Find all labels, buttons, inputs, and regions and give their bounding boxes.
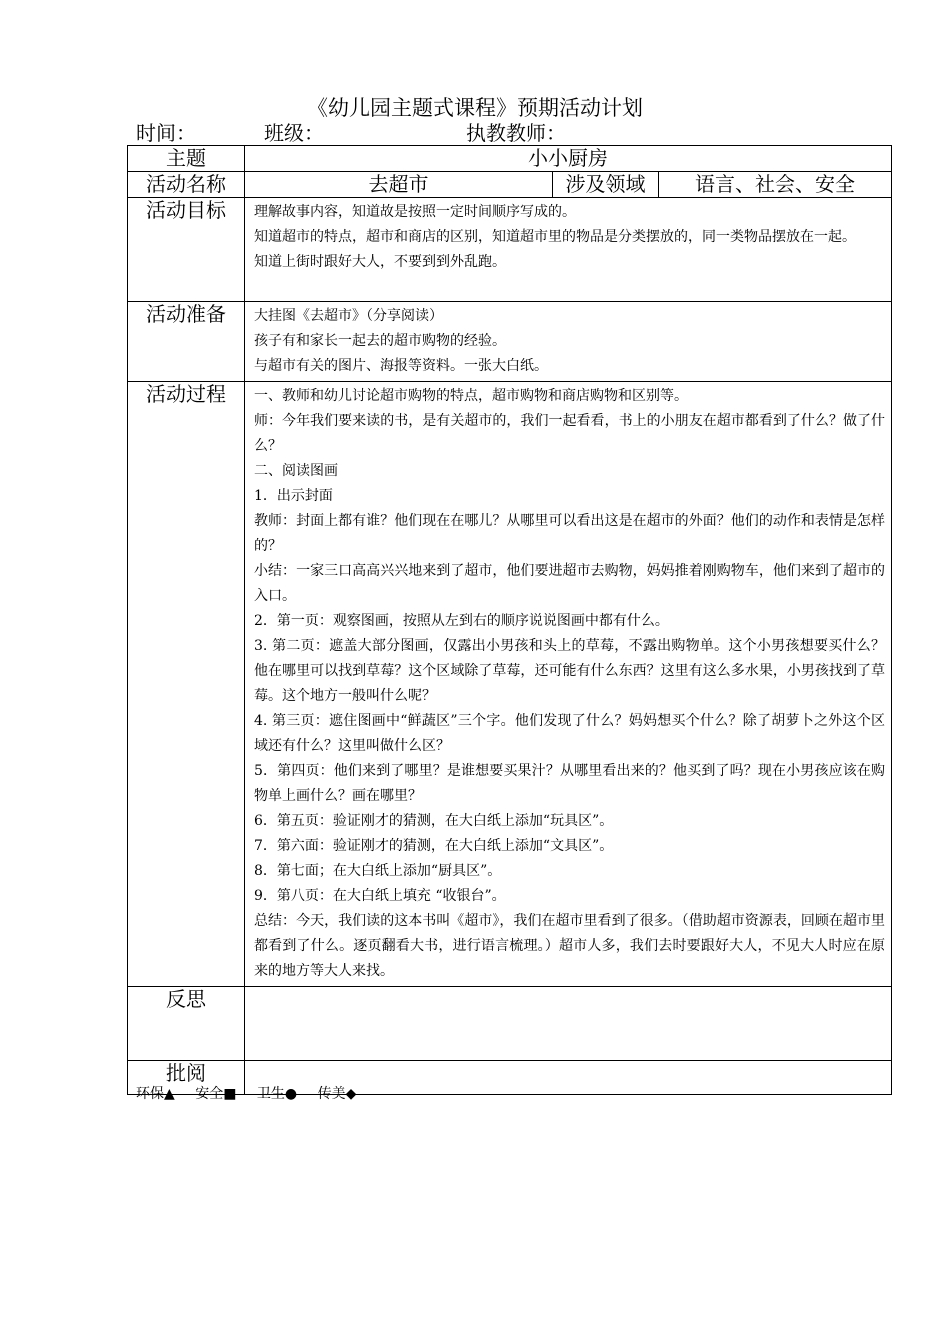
goal-item: 理解故事内容，知道故是按照一定时间顺序写成的。	[254, 204, 576, 220]
process-item: 师：今年我们要来读的书，是有关超市的，我们一起看看，书上的小朋友在超市都看到了什么？做了什么？	[254, 413, 885, 454]
class-label: 班级：	[264, 121, 324, 145]
legend-item: 安全■	[195, 1086, 237, 1102]
process-item: 1．出示封面	[254, 488, 333, 504]
process-item: 一、教师和幼儿讨论超市购物的特点，超市购物和商店购物和区别等。	[254, 388, 688, 404]
prep-content	[245, 302, 892, 382]
legend-item: 卫生●	[256, 1086, 298, 1102]
prep-item: 与超市有关的图片、海报等资料。一张大白纸。	[254, 358, 548, 374]
page-title: 《幼儿园主题式课程》预期活动计划	[307, 96, 643, 120]
plan-table	[127, 145, 892, 1095]
reflection-label: 反思	[128, 987, 245, 1061]
process-item: 7．第六面：验证刚才的猜测，在大白纸上添加“文具区”。	[254, 838, 614, 854]
process-item: 8．第七面；在大白纸上添加“厨具区”。	[254, 863, 502, 879]
theme-value: 小小厨房	[245, 146, 892, 172]
reflection-content	[245, 987, 892, 1061]
activity-name-value: 去超市	[245, 172, 553, 198]
prep-item: 大挂图《去超市》（分享阅读）	[254, 308, 443, 324]
prep-item: 孩子有和家长一起去的超市购物的经验。	[254, 333, 506, 349]
process-item: 二、阅读图画	[254, 463, 338, 479]
process-item: 教师：封面上都有谁？他们现在在哪儿？从哪里可以看出这是在超市的外面？他们的动作和表情是怎样的？	[254, 513, 885, 554]
teacher-label: 执教教师：	[466, 121, 566, 145]
process-item: 6．第五页：验证刚才的猜测，在大白纸上添加“玩具区”。	[254, 813, 614, 829]
process-item: 9．第八页：在大白纸上填充 “收银台”。	[254, 888, 506, 904]
process-label: 活动过程	[128, 382, 245, 987]
goals-content	[245, 198, 892, 302]
process-item: 小结：一家三口高高兴兴地来到了超市，他们要进超市去购物，妈妈推着刚购物车，他们来到了超市的入口。	[254, 563, 885, 604]
theme-label: 主题	[128, 146, 245, 172]
process-item: 总结：今天，我们读的这本书叫《超市》，我们在超市里看到了很多。（借助超市资源表，回顾在超市里都看到了什么。逐页翻看大书，进行语言梳理。）超市人多，我们去时要跟好大人，不见大人时应在原来的地方等大人来找。	[254, 913, 885, 979]
review-label: 批阅	[128, 1061, 245, 1095]
process-item: 4. 第三页：遮住图画中“鲜蔬区”三个字。他们发现了什么？妈妈想买个什么？除了胡萝卜之外这个区域还有什么？这里叫做什么区？	[254, 713, 885, 754]
activity-name-label: 活动名称	[128, 172, 245, 198]
domain-label: 涉及领域	[553, 172, 659, 198]
process-content	[245, 382, 892, 987]
process-item: 5．第四页：他们来到了哪里？是谁想要买果汁？从哪里看出来的？他买到了吗？现在小男孩应该在购物单上画什么？画在哪里？	[254, 763, 885, 804]
prep-label: 活动准备	[128, 302, 245, 382]
time-label: 时间：	[136, 121, 196, 145]
process-item: 2．第一页：观察图画，按照从左到右的顺序说说图画中都有什么。	[254, 613, 669, 629]
goals-label: 活动目标	[128, 198, 245, 302]
legend-item: 传美◆	[317, 1086, 357, 1102]
goal-item: 知道上街时跟好大人，不要到到外乱跑。	[254, 254, 506, 270]
domain-value: 语言、社会、安全	[659, 172, 892, 198]
legend	[136, 1084, 372, 1104]
goal-item: 知道超市的特点，超市和商店的区别，知道超市里的物品是分类摆放的，同一类物品摆放在一起。	[254, 229, 856, 245]
legend-item: 环保▲	[136, 1086, 175, 1102]
process-item: 3. 第二页：遮盖大部分图画，仅露出小男孩和头上的草莓，不露出购物单。这个小男孩想要买什么？他在哪里可以找到草莓？这个区域除了草莓，还可能有什么东西？这里有这么多水果，小男孩找到了草莓。这个地方一般叫什么呢？	[254, 638, 885, 704]
